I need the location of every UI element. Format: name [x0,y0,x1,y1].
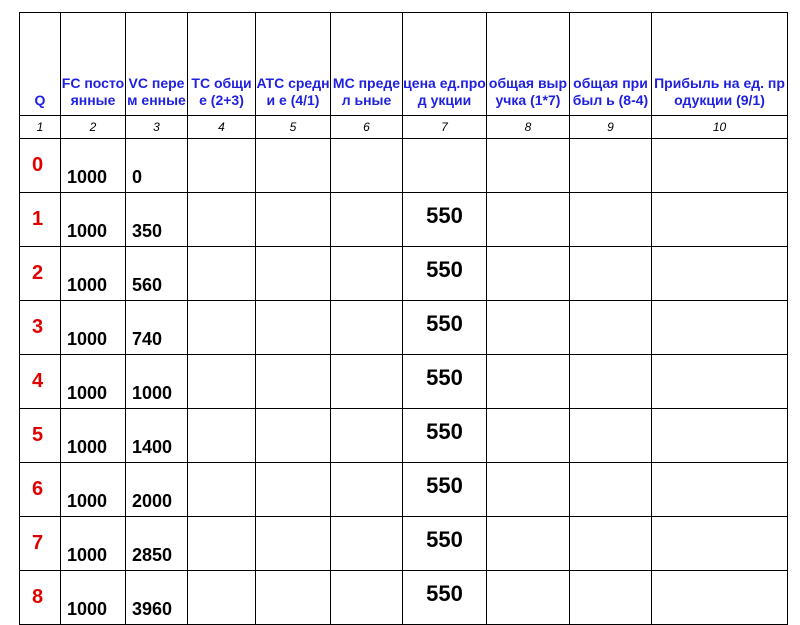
price-cell: 550 [403,301,487,355]
vc-cell: 3960 [126,571,188,625]
table-row [20,571,788,625]
vc-cell: 1400 [126,409,188,463]
price-cell: 550 [403,409,487,463]
fc-cell: 1000 [61,193,126,247]
vc-cell: 740 [126,301,188,355]
mc-cell [331,571,403,625]
tc-cell [188,139,256,193]
revenue-cell [487,517,570,571]
profit-cell [570,517,652,571]
mc-cell [331,301,403,355]
header-price: цена ед.прод укции [403,13,487,116]
profit-cell [570,301,652,355]
header-atc: ATC средни е (4/1) [256,13,331,116]
atc-cell [256,409,331,463]
price-cell: 550 [403,193,487,247]
atc-cell [256,355,331,409]
mc-cell [331,463,403,517]
profit-cell [570,355,652,409]
q-cell: 8 [20,571,61,625]
header-vc: VC перем енные [126,13,188,116]
revenue-cell [487,193,570,247]
revenue-cell [487,247,570,301]
table-row [20,355,788,409]
profit-per-unit-cell [652,409,788,463]
table-row [20,517,788,571]
revenue-cell [487,463,570,517]
atc-cell [256,571,331,625]
index-cell: 4 [188,116,256,139]
profit-cell [570,247,652,301]
index-cell: 2 [61,116,126,139]
header-row [20,13,788,116]
mc-cell [331,409,403,463]
mc-cell [331,193,403,247]
index-cell: 6 [331,116,403,139]
profit-cell [570,571,652,625]
vc-cell: 2850 [126,517,188,571]
price-cell: 550 [403,517,487,571]
index-cell: 9 [570,116,652,139]
atc-cell [256,517,331,571]
vc-cell: 0 [126,139,188,193]
tc-cell [188,301,256,355]
profit-cell [570,139,652,193]
index-cell: 5 [256,116,331,139]
cost-table [19,12,788,625]
mc-cell [331,247,403,301]
profit-per-unit-cell [652,301,788,355]
mc-cell [331,355,403,409]
profit-per-unit-cell [652,517,788,571]
profit-cell [570,409,652,463]
header-tc: TC общие (2+3) [188,13,256,116]
fc-cell: 1000 [61,355,126,409]
revenue-cell [487,409,570,463]
table-row [20,247,788,301]
tc-cell [188,355,256,409]
table-row [20,463,788,517]
profit-per-unit-cell [652,139,788,193]
revenue-cell [487,571,570,625]
header-q: Q [20,13,61,116]
q-cell: 3 [20,301,61,355]
vc-cell: 560 [126,247,188,301]
profit-cell [570,193,652,247]
q-cell: 7 [20,517,61,571]
table-row [20,193,788,247]
vc-cell: 2000 [126,463,188,517]
q-cell: 0 [20,139,61,193]
index-cell: 3 [126,116,188,139]
atc-cell [256,247,331,301]
atc-cell [256,193,331,247]
atc-cell [256,301,331,355]
tc-cell [188,247,256,301]
index-row [20,116,788,139]
mc-cell [331,517,403,571]
revenue-cell [487,139,570,193]
q-cell: 6 [20,463,61,517]
index-cell: 10 [652,116,788,139]
tc-cell [188,517,256,571]
q-cell: 5 [20,409,61,463]
fc-cell: 1000 [61,139,126,193]
tc-cell [188,193,256,247]
fc-cell: 1000 [61,571,126,625]
table-row [20,409,788,463]
index-cell: 8 [487,116,570,139]
profit-per-unit-cell [652,193,788,247]
revenue-cell [487,355,570,409]
fc-cell: 1000 [61,247,126,301]
profit-per-unit-cell [652,355,788,409]
price-cell: 550 [403,355,487,409]
header-profit: общая прибыл ь (8-4) [570,13,652,116]
tc-cell [188,463,256,517]
fc-cell: 1000 [61,409,126,463]
header-revenue: общая выручка (1*7) [487,13,570,116]
profit-cell [570,463,652,517]
profit-per-unit-cell [652,247,788,301]
fc-cell: 1000 [61,463,126,517]
q-cell: 4 [20,355,61,409]
fc-cell: 1000 [61,517,126,571]
tc-cell [188,571,256,625]
tc-cell [188,409,256,463]
profit-per-unit-cell [652,463,788,517]
header-fc: FC посто янные [61,13,126,116]
price-cell: 550 [403,463,487,517]
q-cell: 2 [20,247,61,301]
q-cell: 1 [20,193,61,247]
table-row [20,301,788,355]
mc-cell [331,139,403,193]
revenue-cell [487,301,570,355]
vc-cell: 350 [126,193,188,247]
header-mc: MC предел ьные [331,13,403,116]
table-row [20,139,788,193]
header-profit-per-unit: Прибыль на ед. продукции (9/1) [652,13,788,116]
index-cell: 7 [403,116,487,139]
price-cell: 550 [403,571,487,625]
fc-cell: 1000 [61,301,126,355]
price-cell [403,139,487,193]
profit-per-unit-cell [652,571,788,625]
price-cell: 550 [403,247,487,301]
vc-cell: 1000 [126,355,188,409]
atc-cell [256,139,331,193]
atc-cell [256,463,331,517]
index-cell: 1 [20,116,61,139]
